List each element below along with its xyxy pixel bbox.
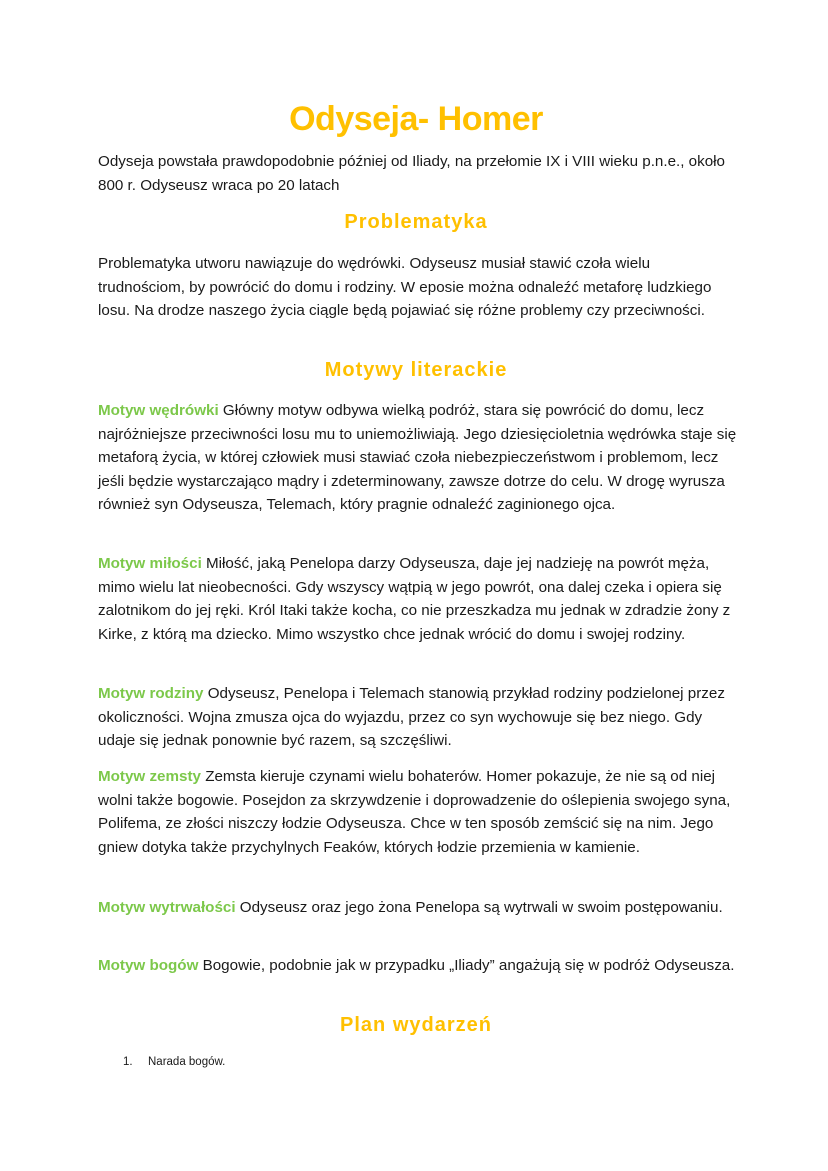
motif-text: Odyseusz oraz jego żona Penelopa są wytrwali w swoim postępowaniu. [235, 899, 723, 916]
motif-paragraph-wedrowki [98, 399, 738, 517]
motif-paragraph-rodziny [98, 682, 738, 753]
motif-label: Motyw bogów [98, 957, 199, 974]
section-heading-plan: Plan wydarzeń [340, 1014, 492, 1036]
motif-label: Motyw rodziny [98, 685, 204, 702]
motif-text: Główny motyw odbywa wielką podróż, stara się powrócić do domu, lecz najróżniejsze przeciwności losu mu to uniemożliwiają. Jego dziesięcioletnia wędrówka staje się metaforą życia, w której człowiek musi stawiać czoła niebezpieczeństwom i problemom, lecz jeśli będzie wystarczająco mądry i zdeterminowany, zawsze dotrze do celu. W drogę wyrusza również syn Odyseusza, Telemach, który pragnie odnaleźć zaginionego ojca. [98, 402, 737, 514]
motif-paragraph-zemsty [98, 765, 738, 859]
motif-paragraph-bogow [98, 954, 738, 978]
section-heading-motywy: Motywy literackie [324, 359, 508, 381]
motif-paragraph-wytrwalosci [98, 896, 738, 920]
page-title: Odyseja- Homer [289, 100, 543, 138]
intro-paragraph: Odyseja powstała prawdopodobnie później od Iliady, na przełomie IX i VIII wieku p.n.e., około 800 r. Odyseusz wraca po 20 latach [98, 153, 725, 194]
list-item [123, 1056, 225, 1068]
motif-label: Motyw wędrówki [98, 402, 219, 419]
section-heading-problematyka: Problematyka [344, 211, 488, 233]
motif-text: Zemsta kieruje czynami wielu bohaterów. Homer pokazuje, że nie są od niej wolni także bogowie. Posejdon za skrzywdzenie i doprowadzenie do oślepienia swojego syna, Polifema, ze złości niszczy łodzie Odyseusza. Chce w ten sposób zemścić się na nim. Jego gniew dotyka także przychylnych Feaków, których łodzie przemienia w kamienie. [98, 768, 731, 856]
motif-text: Odyseusz, Penelopa i Telemach stanowią przykład rodziny podzielonej przez okoliczności. Wojna zmusza ojca do wyjazdu, przez co syn wychowuje się bez niego. Gdy udaje się jednak ponownie być razem, są szczęśliwi. [98, 685, 725, 750]
motif-label: Motyw miłości [98, 555, 202, 572]
list-item-text: Narada bogów. [148, 1056, 226, 1068]
list-item-number: 1. [123, 1056, 133, 1068]
motif-label: Motyw zemsty [98, 768, 201, 785]
motif-label: Motyw wytrwałości [98, 899, 236, 916]
motif-text: Miłość, jaką Penelopa darzy Odyseusza, daje jej nadzieję na powrót męża, mimo wielu lat nieobecności. Gdy wszyscy wątpią w jego powrót, ona dalej czeka i opiera się zalotnikom do jej ręki. Król Itaki także kocha, co nie przeszkadza mu jednak w zdradzie żony z Kirke, z którą ma dziecko. Mimo wszystko chce jednak wrócić do domu i swojej rodziny. [98, 555, 731, 643]
problematyka-paragraph: Problematyka utworu nawiązuje do wędrówki. Odyseusz musiał stawić czoła wielu trudnościom, by powrócić do domu i rodziny. W eposie można odnaleźć metaforę ludzkiego losu. Na drodze naszego życia ciągle będą pojawiać się różne problemy czy przeciwności. [98, 255, 712, 320]
motif-paragraph-milosci [98, 552, 738, 646]
motif-text: Bogowie, podobnie jak w przypadku „Iliady” angażują się w podróż Odyseusza. [198, 957, 735, 974]
plan-list [123, 1056, 225, 1068]
